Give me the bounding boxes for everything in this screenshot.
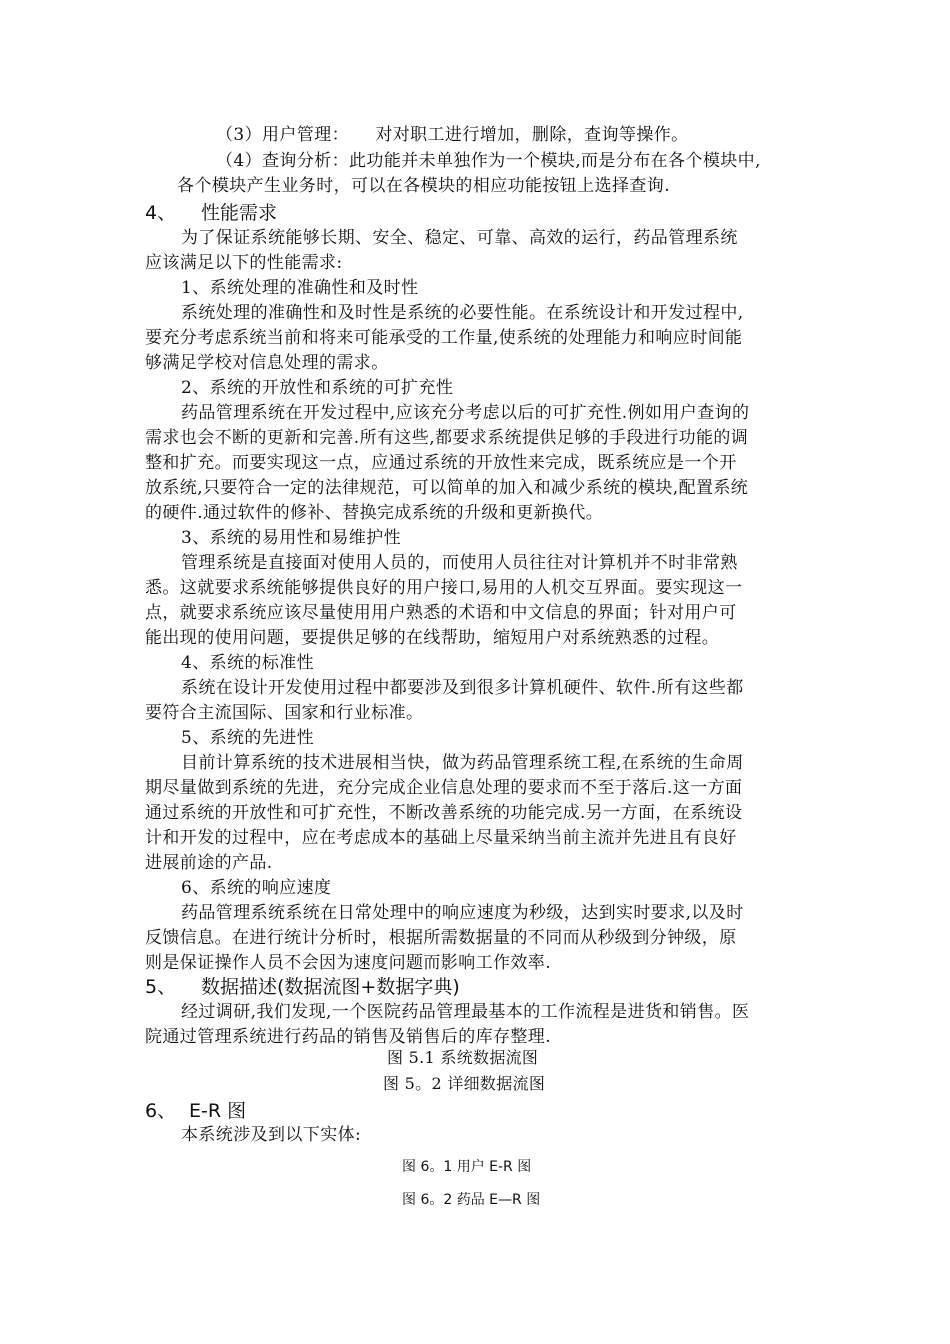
paragraph-line: 系统处理的准确性和及时性是系统的必要性能。在系统设计和开发过程中, — [181, 303, 744, 323]
section-heading — [145, 200, 277, 226]
user-management-line: （3）用户管理： 对对职工进行增加，删除，查询等操作。 — [216, 125, 689, 145]
paragraph-line: 药品管理系统系统在日常处理中的响应速度为秒级，达到实时要求,以及时 — [181, 903, 744, 923]
paragraph-line: 药品管理系统在开发过程中,应该充分考虑以后的可扩充性.例如用户查询的 — [181, 403, 750, 423]
paragraph-line: 为了保证系统能够长期、安全、稳定、可靠、高效的运行，药品管理系统 — [181, 228, 738, 248]
section-title: E-R 图 — [189, 1100, 247, 1122]
paragraph-line: 能出现的使用问题，要提供足够的在线帮助，缩短用户对系统熟悉的过程。 — [145, 628, 720, 648]
paragraph-line: 放系统,只要符合一定的法律规范，可以简单的加入和减少系统的模块,配置系统 — [145, 478, 749, 498]
figure-caption: 图 6。2 药品 E—R 图 — [402, 1192, 541, 1208]
subsection-title: 2、系统的开放性和系统的可扩充性 — [181, 378, 454, 398]
paragraph-line: 需求也会不断的更新和完善.所有这些,都要求系统提供足够的手段进行功能的调 — [145, 428, 749, 448]
paragraph-line: 悉。这就要求系统能够提供良好的用户接口,易用的人机交互界面。要实现这一 — [145, 578, 743, 598]
paragraph-line: 进展前途的产品. — [145, 853, 273, 873]
paragraph-line: 够满足学校对信息处理的需求。 — [145, 353, 389, 373]
figure-caption: 图 5.1 系统数据流图 — [387, 1048, 539, 1067]
paragraph-line: 要充分考虑系统当前和将来可能承受的工作量,使系统的处理能力和响应时间能 — [145, 328, 743, 348]
section-heading — [145, 1098, 246, 1124]
query-analysis-line: 各个模块产生业务时，可以在各模块的相应功能按钮上选择查询. — [177, 176, 671, 196]
paragraph-line: 应该满足以下的性能需求: — [145, 253, 343, 273]
paragraph-line: 目前计算系统的技术进展相当快，做为药品管理系统工程,在系统的生命周 — [181, 753, 744, 773]
figure-caption: 图 6。1 用户 E-R 图 — [402, 1159, 532, 1175]
subsection-title: 1、系统处理的准确性和及时性 — [181, 278, 419, 298]
section-title: 性能需求 — [201, 202, 278, 224]
subsection-title: 5、系统的先进性 — [181, 728, 315, 748]
query-analysis-line: （4）查询分析：此功能并未单独作为一个模块,而是分布在各个模块中, — [216, 151, 761, 171]
section-number: 4、 — [145, 202, 177, 224]
section-heading — [145, 974, 460, 1000]
subsection-title: 6、系统的响应速度 — [181, 878, 332, 898]
subsection-title: 3、系统的易用性和易维护性 — [181, 528, 402, 548]
paragraph-line: 则是保证操作人员不会因为速度问题而影响工作效率. — [145, 953, 552, 973]
paragraph-line: 系统在设计开发使用过程中都要涉及到很多计算机硬件、软件.所有这些都 — [181, 678, 744, 698]
paragraph-line: 本系统涉及到以下实体: — [181, 1125, 362, 1145]
paragraph-line: 反馈信息。在进行统计分析时，根据所需数据量的不同而从秒级到分钟级，原 — [145, 928, 737, 948]
paragraph-line: 点，就要求系统应该尽量使用用户熟悉的术语和中文信息的界面；针对用户可 — [145, 603, 737, 623]
paragraph-line: 的硬件.通过软件的修补、替换完成系统的升级和更新换代。 — [145, 503, 604, 523]
subsection-title: 4、系统的标准性 — [181, 653, 315, 673]
section-number: 5、 — [145, 976, 177, 998]
paragraph-line: 计和开发的过程中，应在考虑成本的基础上尽量采纳当前主流并先进且有良好 — [145, 828, 737, 848]
paragraph-line: 院通过管理系统进行药品的销售及销售后的库存整理. — [145, 1027, 552, 1047]
paragraph-line: 通过系统的开放性和可扩充性，不断改善系统的功能完成.另一方面，在系统设 — [145, 803, 743, 823]
paragraph-line: 经过调研,我们发现,一个医院药品管理最基本的工作流程是进货和销售。医 — [181, 1002, 750, 1022]
paragraph-line: 整和扩充。而要实现这一点，应通过系统的开放性来完成，既系统应是一个开 — [145, 453, 737, 473]
section-title: 数据描述(数据流图+数据字典) — [201, 976, 460, 998]
figure-caption: 图 5。2 详细数据流图 — [383, 1074, 546, 1093]
paragraph-line: 要符合主流国际、国家和行业标准。 — [145, 703, 424, 723]
paragraph-line: 期尽量做到系统的先进，充分完成企业信息处理的要求而不至于落后.这一方面 — [145, 778, 743, 798]
paragraph-line: 管理系统是直接面对使用人员的，而使用人员往往对计算机并不时非常熟 — [181, 553, 738, 573]
section-number: 6、 — [145, 1100, 177, 1122]
